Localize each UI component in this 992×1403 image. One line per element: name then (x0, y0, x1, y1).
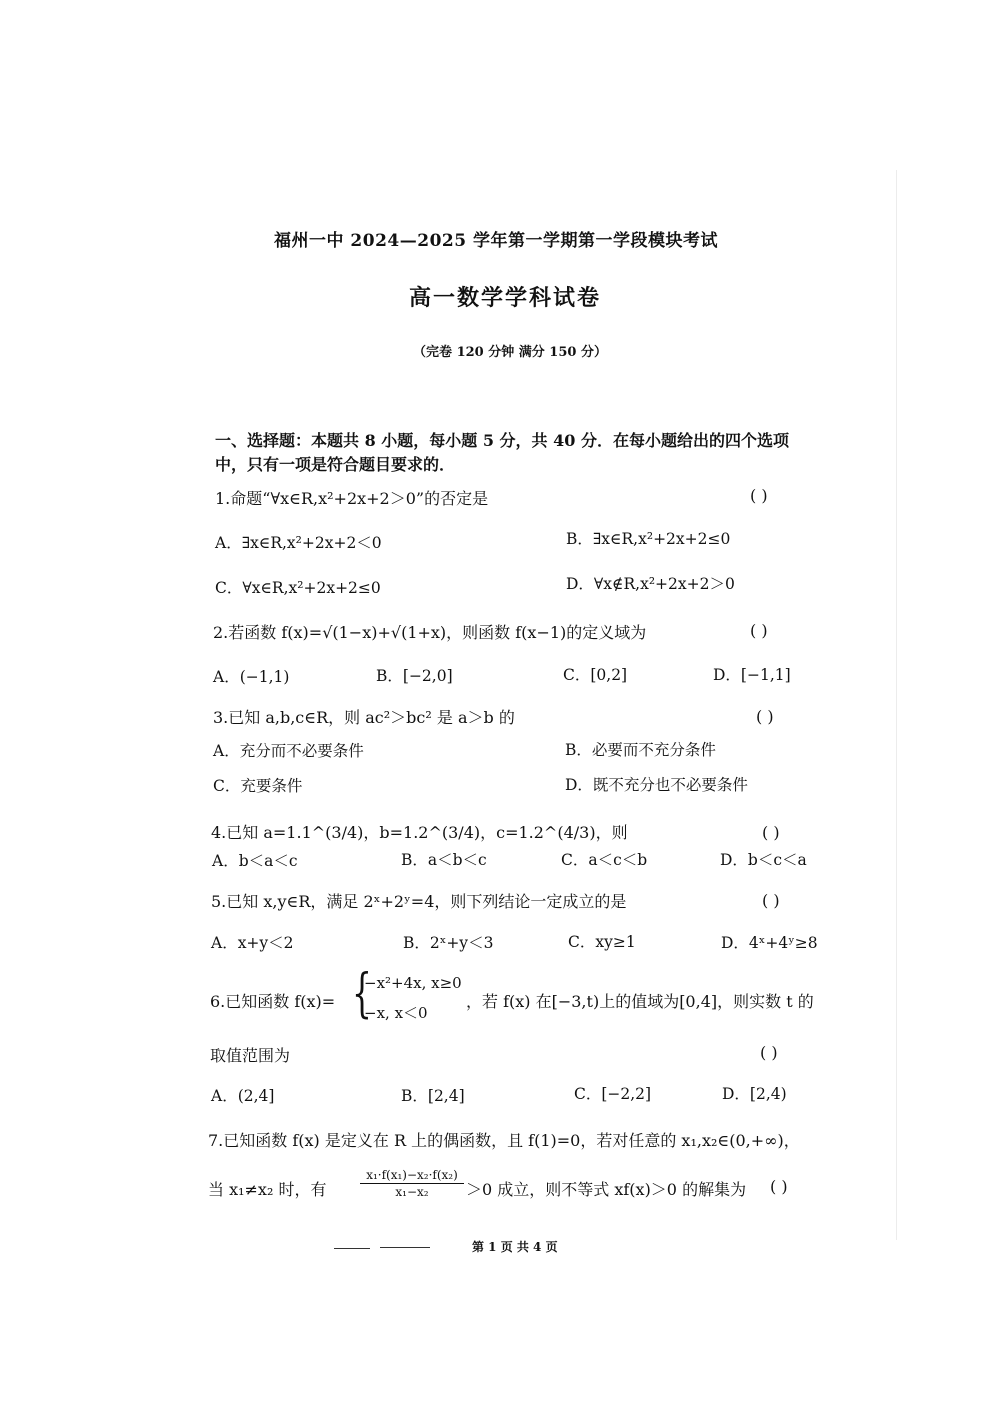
school-exam-title: 福州一中 2024—2025 学年第一学期第一学段模块考试 (274, 231, 718, 251)
question-3-option-d: D．既不充分也不必要条件 (565, 776, 748, 794)
question-2-option-d: D．[−1,1] (713, 666, 791, 684)
question-6-option-a: A．(2,4] (211, 1087, 275, 1105)
scan-edge-shadow (896, 170, 897, 1240)
question-2-option-b: B．[−2,0] (376, 667, 453, 685)
question-2-stem: 2.若函数 f(x)=√(1−x)+√(1+x)，则函数 f(x−1)的定义域为 (213, 623, 647, 642)
question-5-option-a: A．x+y＜2 (211, 934, 294, 952)
question-6-option-c: C．[−2,2] (574, 1085, 652, 1103)
question-4-answer-paren: ( ) (762, 823, 780, 842)
question-5-answer-paren: ( ) (762, 891, 780, 910)
fraction-numerator: x₁·f(x₁)−x₂·f(x₂) (360, 1168, 464, 1184)
question-5-option-b: B．2ˣ+y＜3 (403, 934, 494, 952)
section1-heading-line2: 中，只有一项是符合题目要求的． (215, 455, 456, 474)
question-1-option-b: B．∃x∈R,x²+2x+2≤0 (566, 530, 731, 548)
question-6-stem-prefix: 6.已知函数 f(x)= (210, 992, 336, 1011)
question-6-stem-line2: 取值范围为 (210, 1046, 291, 1065)
footer-rule-left (334, 1248, 370, 1249)
paper-title: 高一数学学科试卷 (408, 285, 601, 311)
question-1-option-a: A．∃x∈R,x²+2x+2＜0 (215, 534, 382, 552)
question-2-option-c: C．[0,2] (563, 666, 628, 684)
question-5-stem: 5.已知 x,y∈R，满足 2ˣ+2ʸ=4，则下列结论一定成立的是 (211, 892, 627, 911)
question-1-answer-paren: ( ) (750, 486, 768, 505)
question-2-answer-paren: ( ) (750, 621, 768, 640)
question-6-option-d: D．[2,4) (722, 1085, 787, 1103)
question-4-stem: 4.已知 a=1.1^(3/4)，b=1.2^(3/4)，c=1.2^(4/3)，则 (211, 823, 628, 842)
question-4-option-d: D．b＜c＜a (720, 851, 807, 869)
section1-heading-line1: 一、选择题：本题共 8 小题，每小题 5 分，共 40 分．在每小题给出的四个选项 (215, 431, 789, 450)
question-6-option-b: B．[2,4] (401, 1087, 465, 1105)
question-7-stem-line1: 7.已知函数 f(x) 是定义在 R 上的偶函数，且 f(1)=0，若对任意的 x₁,x₂∈(0,+∞)， (208, 1131, 800, 1150)
piecewise-case-2: −x, x＜0 (364, 1004, 428, 1022)
question-3-option-c: C．充要条件 (213, 777, 303, 795)
question-5-option-d: D．4ˣ+4ʸ≥8 (721, 934, 818, 952)
page-number: 第 1 页 共 4 页 (472, 1240, 558, 1254)
question-4-option-c: C．a＜c＜b (561, 851, 648, 869)
fraction-denominator: x₁−x₂ (395, 1185, 429, 1199)
question-6-stem-suffix: ，若 f(x) 在[−3,t)上的值域为[0,4]，则实数 t 的 (466, 992, 814, 1011)
question-4-option-b: B．a＜b＜c (401, 851, 487, 869)
question-5-option-c: C．xy≥1 (568, 933, 636, 951)
question-3-answer-paren: ( ) (756, 707, 774, 726)
question-7-stem-line2-suffix: ＞0 成立，则不等式 xf(x)＞0 的解集为 (466, 1180, 747, 1199)
question-1-stem: 1.命题“∀x∈R,x²+2x+2＞0”的否定是 (215, 489, 489, 508)
question-1-option-c: C．∀x∈R,x²+2x+2≤0 (215, 579, 381, 597)
question-1-option-d: D．∀x∉R,x²+2x+2＞0 (566, 575, 735, 593)
exam-info: （完卷 120 分钟 满分 150 分） (413, 345, 607, 360)
question-3-option-b: B．必要而不充分条件 (565, 741, 716, 759)
footer-rule-middle (380, 1247, 430, 1248)
question-3-stem: 3.已知 a,b,c∈R，则 ac²＞bc² 是 a＞b 的 (213, 708, 515, 727)
question-3-option-a: A．充分而不必要条件 (213, 742, 364, 760)
question-2-option-a: A．(−1,1) (213, 668, 290, 686)
question-7-answer-paren: ( ) (770, 1177, 788, 1196)
question-4-option-a: A．b＜a＜c (212, 852, 298, 870)
left-brace: { (352, 964, 372, 1024)
piecewise-case-1: −x²+4x, x≥0 (364, 974, 462, 992)
question-7-stem-line2-prefix: 当 x₁≠x₂ 时，有 (208, 1180, 327, 1199)
question-6-answer-paren: ( ) (760, 1043, 778, 1062)
piecewise-function (352, 964, 472, 1026)
question-7-fraction (360, 1168, 464, 1199)
